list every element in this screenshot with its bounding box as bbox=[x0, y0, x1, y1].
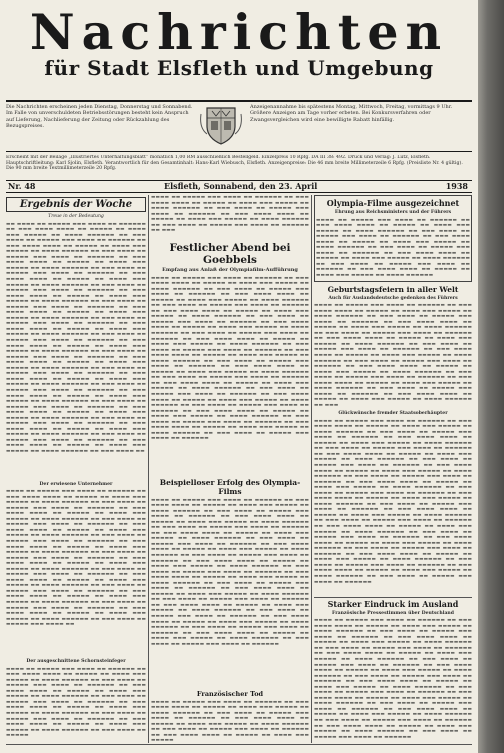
column-1-heading: Ergebnis der Woche bbox=[6, 197, 146, 212]
subscription-notice: Erscheint mit der Beilage „Illustriertes Unterhaltungsblatt“ monatlich 1,00 RM ausschließlich Bestellgeld. Einzelpreis 10 Rpfg. DA III 38: 492. Druck und Verlag: J. Lütz, Elsfleth. Hauptschriftleitung: Karl Sjolin, Elsfleth. Verantwortlich für den Gesamtinhalt: Hans-Karl Wiebusch, Elsfleth. Anzeigenpreise: Die 46 mm breite Millimeterzeile 6 Rpfg. (Preisliste Nr. 4 gültig). Die 90 mm breite Textmillimeterzeile 20 Rpfg. bbox=[6, 155, 463, 172]
column-2-body: ▬▬▬▬ ▬▬ ▬▬▬▬▬ ▬▬▬ ▬▬▬▬ ▬▬ ▬▬▬▬▬▬ ▬▬ ▬▬▬ ▬▬▬▬ ▬▬▬▬ ▬▬ ▬▬▬▬▬ ▬▬ ▬▬▬▬ ▬▬▬ ▬▬▬▬▬ ▬▬ ▬▬▬▬ ▬▬▬▬▬▬ ▬▬ ▬▬▬ ▬▬▬▬ ▬▬ ▬▬▬▬▬ ▬▬▬ ▬▬▬▬ ▬▬ ▬▬▬▬▬▬ ▬▬ ▬▬▬ ▬▬▬▬ ▬▬▬▬ ▬▬ ▬▬▬▬▬ ▬▬ ▬▬▬▬ ▬▬▬ ▬▬▬▬▬ ▬▬ ▬▬▬▬ ▬▬▬▬▬▬ ▬▬ ▬▬▬ ▬▬▬▬ ▬▬ ▬▬▬▬▬ ▬▬▬ ▬▬▬▬ ▬▬ ▬▬▬▬▬▬ ▬▬ ▬▬▬ ▬▬▬▬ ▬▬▬▬ ▬▬ ▬▬▬▬▬ ▬▬ ▬▬▬▬ ▬▬▬ ▬▬▬▬▬ ▬▬ ▬▬▬▬ ▬▬▬▬▬▬ ▬▬ ▬▬▬ ▬▬▬▬ ▬▬ ▬▬▬▬▬ ▬▬▬ ▬▬▬▬ ▬▬ ▬▬▬▬▬▬ ▬▬ ▬▬▬ ▬▬▬▬ ▬▬▬▬ ▬▬ ▬▬▬▬▬ ▬▬ ▬▬▬▬ ▬▬▬ ▬▬▬▬▬ ▬▬ ▬▬▬▬ ▬▬▬▬▬▬ ▬▬ ▬▬▬ ▬▬▬▬ ▬▬ ▬▬▬▬▬ ▬▬▬ ▬▬▬▬ ▬▬ ▬▬▬▬▬▬ ▬▬ ▬▬▬ ▬▬▬▬ ▬▬▬▬ ▬▬ ▬▬▬▬▬ ▬▬ ▬▬▬▬ ▬▬▬ ▬▬▬▬▬ ▬▬ ▬▬▬▬ ▬▬▬▬▬▬ ▬▬ ▬▬▬ ▬▬▬▬ ▬▬ ▬▬▬▬▬ ▬▬▬ ▬▬▬▬ ▬▬ ▬▬▬▬▬▬ ▬▬ ▬▬▬ ▬▬▬▬ ▬▬▬▬ ▬▬ ▬▬▬▬▬ ▬▬ ▬▬▬▬ ▬▬▬ ▬▬▬▬▬ ▬▬ ▬▬▬▬ ▬▬▬▬▬▬ ▬▬ ▬▬▬ ▬▬▬▬ ▬▬ ▬▬▬▬▬ ▬▬▬ ▬▬▬▬ ▬▬ ▬▬▬▬▬▬ ▬▬ ▬▬▬ ▬▬▬▬ ▬▬▬▬ ▬▬ ▬▬▬▬▬ ▬▬ ▬▬▬▬ ▬▬▬ ▬▬▬▬▬ ▬▬ ▬▬▬▬ ▬▬▬▬▬▬ ▬▬ ▬▬▬ ▬▬▬▬ ▬▬ ▬▬▬▬▬ ▬▬▬ ▬▬▬▬ ▬▬ ▬▬▬▬▬▬ ▬▬ ▬▬▬ ▬▬▬▬ ▬▬▬▬ ▬▬ ▬▬▬▬▬ ▬▬ ▬▬▬▬ ▬▬▬ ▬▬▬▬▬ ▬▬ ▬▬▬▬ ▬▬▬▬▬▬ ▬▬ ▬▬▬ ▬▬▬▬ ▬▬ ▬▬▬▬▬ ▬▬▬ ▬▬▬▬ ▬▬ ▬▬▬▬▬▬ ▬▬ ▬▬▬ ▬▬▬▬ ▬▬▬▬ ▬▬ ▬▬▬▬▬ ▬▬ ▬▬▬▬ ▬▬▬ ▬▬▬▬▬ ▬▬ ▬▬▬▬ ▬▬▬▬▬▬ ▬▬ ▬▬▬ ▬▬▬▬ ▬▬ ▬▬▬▬▬ ▬▬▬ ▬▬▬▬ ▬▬ ▬▬▬▬▬▬ ▬▬ ▬▬▬ ▬▬▬▬ ▬▬▬▬ ▬▬ ▬▬▬▬▬ ▬▬ ▬▬▬▬ ▬▬▬ ▬▬▬▬▬ ▬▬ ▬▬▬▬ ▬▬▬▬▬▬ ▬▬ ▬▬▬ ▬▬▬▬ ▬▬ ▬▬▬▬▬ ▬▬▬ ▬▬▬▬ ▬▬ ▬▬▬▬▬▬ ▬▬ ▬▬▬ ▬▬▬▬ ▬▬▬▬ ▬▬ ▬▬▬▬▬ ▬▬ ▬▬▬▬ ▬▬▬ ▬▬▬▬▬ ▬▬ ▬▬▬▬ ▬▬▬▬▬▬ ▬▬ ▬▬▬ ▬▬▬▬ ▬▬ ▬▬▬▬▬ ▬▬▬ ▬▬▬▬ ▬▬ ▬▬▬▬▬▬ bbox=[151, 275, 309, 442]
column-2-heading-2: Beispielloser Erfolg des Olympia-Films bbox=[159, 477, 301, 496]
masthead bbox=[6, 3, 472, 80]
info-right: Anzeigenannahme bis spätestens Montag, Mittwoch, Freitag, vormittags 9 Uhr. Größere Anzeigen am Tage vorher erbeten. Bei Konkursverfahren oder Zwangsvergleichen wird eine bewilligte Rabatt hinfällig. bbox=[250, 104, 453, 123]
column-3-heading-3: Glückwünsche fremder Staatsoberhäupter bbox=[338, 411, 448, 417]
column-3-body-2: ▬▬▬▬ ▬▬ ▬▬▬▬▬ ▬▬▬ ▬▬▬▬ ▬▬ ▬▬▬▬▬▬ ▬▬ ▬▬▬ ▬▬▬▬ ▬▬▬▬ ▬▬ ▬▬▬▬▬ ▬▬ ▬▬▬▬ ▬▬▬ ▬▬▬▬▬ ▬▬ ▬▬▬▬ ▬▬▬▬▬▬ ▬▬ ▬▬▬ ▬▬▬▬ ▬▬ ▬▬▬▬▬ ▬▬▬ ▬▬▬▬ ▬▬ ▬▬▬▬▬▬ ▬▬ ▬▬▬ ▬▬▬▬ ▬▬▬▬ ▬▬ ▬▬▬▬▬ ▬▬ ▬▬▬▬ ▬▬▬ ▬▬▬▬▬ ▬▬ ▬▬▬▬ ▬▬▬▬▬▬ ▬▬ ▬▬▬ ▬▬▬▬ ▬▬ ▬▬▬▬▬ ▬▬▬ ▬▬▬▬ ▬▬ ▬▬▬▬▬▬ ▬▬ ▬▬▬ ▬▬▬▬ ▬▬▬▬ ▬▬ ▬▬▬▬▬ ▬▬ ▬▬▬▬ ▬▬▬ ▬▬▬▬▬ ▬▬ ▬▬▬▬ ▬▬▬▬▬▬ ▬▬ ▬▬▬ ▬▬▬▬ ▬▬ ▬▬▬▬▬ ▬▬▬ ▬▬▬▬ ▬▬ ▬▬▬▬▬▬ ▬▬ ▬▬▬ ▬▬▬▬ ▬▬▬▬ ▬▬ ▬▬▬▬▬ ▬▬ ▬▬▬▬ ▬▬▬ ▬▬▬▬▬ ▬▬ ▬▬▬▬ ▬▬▬▬▬▬ ▬▬ ▬▬▬ ▬▬▬▬ ▬▬ ▬▬▬▬▬ ▬▬▬ ▬▬▬▬ ▬▬ ▬▬▬▬▬▬ ▬▬ ▬▬▬ ▬▬▬▬ ▬▬▬▬ ▬▬ ▬▬▬▬▬ ▬▬ ▬▬▬▬ ▬▬▬ ▬▬▬▬▬ ▬▬ ▬▬▬▬ ▬▬▬▬▬▬ ▬▬ ▬▬▬ ▬▬▬▬ ▬▬ ▬▬▬▬▬ ▬▬▬ ▬▬▬▬ ▬▬ ▬▬▬▬▬▬ ▬▬ ▬▬▬ ▬▬▬▬ ▬▬▬▬ ▬▬ ▬▬▬▬▬ ▬▬ ▬▬▬▬ ▬▬▬ ▬▬▬▬▬ ▬▬ ▬▬▬▬ ▬▬▬▬▬▬ ▬▬ ▬▬▬ ▬▬▬▬ ▬▬ ▬▬▬▬▬ ▬▬▬ ▬▬▬▬ ▬▬ ▬▬▬▬▬▬ ▬▬ ▬▬▬ ▬▬▬▬ ▬▬▬▬ ▬▬ ▬▬▬▬▬ ▬▬ ▬▬▬▬ ▬▬▬ ▬▬▬▬▬ ▬▬ ▬▬▬▬ ▬▬▬▬▬▬ ▬▬ ▬▬▬ bbox=[314, 303, 472, 408]
column-1-body-2: ▬▬▬▬ ▬▬ ▬▬▬▬▬ ▬▬▬ ▬▬▬▬ ▬▬ ▬▬▬▬▬▬ ▬▬ ▬▬▬ ▬▬▬▬ ▬▬▬▬ ▬▬ ▬▬▬▬▬ ▬▬ ▬▬▬▬ ▬▬▬ ▬▬▬▬▬ ▬▬ ▬▬▬▬ ▬▬▬▬▬▬ ▬▬ ▬▬▬ ▬▬▬▬ ▬▬ ▬▬▬▬▬ ▬▬▬ ▬▬▬▬ ▬▬ ▬▬▬▬▬▬ ▬▬ ▬▬▬ ▬▬▬▬ ▬▬▬▬ ▬▬ ▬▬▬▬▬ ▬▬ ▬▬▬▬ ▬▬▬ ▬▬▬▬▬ ▬▬ ▬▬▬▬ ▬▬▬▬▬▬ ▬▬ ▬▬▬ ▬▬▬▬ ▬▬ ▬▬▬▬▬ ▬▬▬ ▬▬▬▬ ▬▬ ▬▬▬▬▬▬ ▬▬ ▬▬▬ ▬▬▬▬ ▬▬▬▬ ▬▬ ▬▬▬▬▬ ▬▬ ▬▬▬▬ ▬▬▬ ▬▬▬▬▬ ▬▬ ▬▬▬▬ ▬▬▬▬▬▬ ▬▬ ▬▬▬ ▬▬▬▬ ▬▬ ▬▬▬▬▬ ▬▬▬ ▬▬▬▬ ▬▬ ▬▬▬▬▬▬ ▬▬ ▬▬▬ ▬▬▬▬ ▬▬▬▬ ▬▬ ▬▬▬▬▬ ▬▬ ▬▬▬▬ ▬▬▬ ▬▬▬▬▬ ▬▬ ▬▬▬▬ ▬▬▬▬▬▬ ▬▬ ▬▬▬ ▬▬▬▬ ▬▬ ▬▬▬▬▬ ▬▬▬ ▬▬▬▬ ▬▬ ▬▬▬▬▬▬ ▬▬ ▬▬▬ ▬▬▬▬ ▬▬▬▬ ▬▬ ▬▬▬▬▬ ▬▬ ▬▬▬▬ ▬▬▬ ▬▬▬▬▬ ▬▬ ▬▬▬▬ ▬▬▬▬▬▬ ▬▬ ▬▬▬ ▬▬▬▬ ▬▬ ▬▬▬▬▬ ▬▬▬ ▬▬▬▬ ▬▬ ▬▬▬▬▬▬ ▬▬ ▬▬▬ ▬▬▬▬ ▬▬▬▬ ▬▬ ▬▬▬▬▬ ▬▬ ▬▬▬▬ ▬▬▬ ▬▬▬▬▬ ▬▬ ▬▬▬▬ ▬▬▬▬▬▬ ▬▬ ▬▬▬ ▬▬▬▬ ▬▬ ▬▬▬▬▬ ▬▬▬ ▬▬▬▬ ▬▬ ▬▬▬▬▬▬ ▬▬ ▬▬▬ ▬▬▬▬ ▬▬▬▬ ▬▬ ▬▬▬▬▬ ▬▬ ▬▬▬▬ ▬▬▬ ▬▬▬▬▬ ▬▬ ▬▬▬▬ ▬▬▬▬▬▬ ▬▬ ▬▬▬ ▬▬▬▬ ▬▬ ▬▬▬▬▬ ▬▬▬ ▬▬▬▬ ▬▬ ▬▬▬▬▬▬ ▬▬ ▬▬▬ ▬▬▬▬ ▬▬▬▬ ▬▬ ▬▬▬▬▬ ▬▬ ▬▬▬▬ ▬▬▬ ▬▬▬▬▬ ▬▬ ▬▬▬▬ ▬▬▬▬▬▬ ▬▬ ▬▬▬ ▬▬▬▬ ▬▬ ▬▬▬▬▬ ▬▬▬ ▬▬▬▬ ▬▬ bbox=[6, 489, 146, 628]
column-3-box-heading: Olympia-Filme ausgezeichnet bbox=[326, 198, 460, 208]
column-3-box-subheading: Ehrung aus Reichsministers und der Führers bbox=[334, 210, 452, 215]
column-divider-2 bbox=[311, 195, 312, 743]
masthead-subtitle: für Stadt Elsfleth und Umgebung bbox=[44, 56, 434, 80]
column-2-body-top: ▬▬▬▬ ▬▬ ▬▬▬▬▬ ▬▬▬ ▬▬▬▬ ▬▬ ▬▬▬▬▬▬ ▬▬ ▬▬▬ ▬▬▬▬ ▬▬▬▬ ▬▬ ▬▬▬▬▬ ▬▬ ▬▬▬▬ ▬▬▬ ▬▬▬▬▬ ▬▬ ▬▬▬▬ ▬▬▬▬▬▬ ▬▬ ▬▬▬ ▬▬▬▬ ▬▬ ▬▬▬▬▬ ▬▬▬ ▬▬▬▬ ▬▬ ▬▬▬▬▬▬ ▬▬ ▬▬▬ ▬▬▬▬ ▬▬▬▬ ▬▬ ▬▬▬▬▬ ▬▬ ▬▬▬▬ ▬▬▬ ▬▬▬▬▬ ▬▬ ▬▬▬▬ ▬▬▬▬▬▬ ▬▬ ▬▬▬ ▬▬▬▬ ▬▬ ▬▬▬▬▬ ▬▬▬ ▬▬▬▬ ▬▬ ▬▬▬▬▬▬ ▬▬ ▬▬▬ bbox=[151, 195, 309, 234]
column-2-heading: Festlicher Abend bei Goebbels bbox=[169, 242, 291, 266]
column-3-body-4: ▬▬▬▬ ▬▬ ▬▬▬▬▬ ▬▬▬ ▬▬▬▬ ▬▬ ▬▬▬▬▬▬ ▬▬ ▬▬▬ ▬▬▬▬ ▬▬▬▬ ▬▬ ▬▬▬▬▬ ▬▬ ▬▬▬▬ ▬▬▬ ▬▬▬▬▬ ▬▬ ▬▬▬▬ ▬▬▬▬▬▬ ▬▬ ▬▬▬ ▬▬▬▬ ▬▬ ▬▬▬▬▬ ▬▬▬ ▬▬▬▬ ▬▬ ▬▬▬▬▬▬ ▬▬ ▬▬▬ ▬▬▬▬ ▬▬▬▬ ▬▬ ▬▬▬▬▬ ▬▬ ▬▬▬▬ ▬▬▬ ▬▬▬▬▬ ▬▬ ▬▬▬▬ ▬▬▬▬▬▬ ▬▬ ▬▬▬ ▬▬▬▬ ▬▬ ▬▬▬▬▬ ▬▬▬ ▬▬▬▬ ▬▬ ▬▬▬▬▬▬ ▬▬ ▬▬▬ ▬▬▬▬ ▬▬▬▬ ▬▬ ▬▬▬▬▬ ▬▬ ▬▬▬▬ ▬▬▬ ▬▬▬▬▬ ▬▬ ▬▬▬▬ ▬▬▬▬▬▬ ▬▬ ▬▬▬ ▬▬▬▬ ▬▬ ▬▬▬▬▬ ▬▬▬ ▬▬▬▬ ▬▬ ▬▬▬▬▬▬ ▬▬ ▬▬▬ ▬▬▬▬ ▬▬▬▬ ▬▬ ▬▬▬▬▬ ▬▬ ▬▬▬▬ ▬▬▬ ▬▬▬▬▬ ▬▬ ▬▬▬▬ ▬▬▬▬▬▬ ▬▬ ▬▬▬ ▬▬▬▬ ▬▬ ▬▬▬▬▬ ▬▬▬ ▬▬▬▬ ▬▬ ▬▬▬▬▬▬ ▬▬ ▬▬▬ ▬▬▬▬ ▬▬▬▬ ▬▬ ▬▬▬▬▬ ▬▬ ▬▬▬▬ ▬▬▬ ▬▬▬▬▬ ▬▬ ▬▬▬▬ ▬▬▬▬▬▬ ▬▬ ▬▬▬ ▬▬▬▬ ▬▬ ▬▬▬▬▬ ▬▬▬ ▬▬▬▬ ▬▬ ▬▬▬▬▬▬ ▬▬ ▬▬▬ ▬▬▬▬ ▬▬▬▬ ▬▬ ▬▬▬▬▬ ▬▬ ▬▬▬▬ ▬▬▬ ▬▬▬▬▬ ▬▬ ▬▬▬▬ ▬▬▬▬▬▬ ▬▬ ▬▬▬ ▬▬▬▬ ▬▬ ▬▬▬▬▬ ▬▬▬ ▬▬▬▬ ▬▬ ▬▬▬▬▬▬ ▬▬ ▬▬▬ ▬▬▬▬ ▬▬▬▬ ▬▬ ▬▬▬▬▬ ▬▬ ▬▬▬▬ ▬▬▬ ▬▬▬▬▬ ▬▬ ▬▬▬▬ ▬▬▬▬▬▬ ▬▬ ▬▬▬ ▬▬▬▬ ▬▬ ▬▬▬▬▬ ▬▬▬ ▬▬▬▬ ▬▬ ▬▬▬▬▬▬ ▬▬ ▬▬▬ ▬▬▬▬ ▬▬▬▬ ▬▬ ▬▬▬▬▬ ▬▬ ▬▬▬▬ ▬▬▬ ▬▬▬▬▬ ▬▬ ▬▬▬▬ ▬▬▬▬▬▬ ▬▬ ▬▬▬ ▬▬▬▬ ▬▬ ▬▬▬▬▬ ▬▬▬ ▬▬▬▬ ▬▬ ▬▬▬▬▬▬ bbox=[314, 618, 472, 739]
column-2-heading-3: Französischer Tod bbox=[196, 689, 264, 698]
masthead-rule bbox=[6, 100, 472, 102]
column-3-heading-4: Starker Eindruck im Ausland bbox=[314, 597, 472, 609]
issue-year: 1938 bbox=[445, 181, 468, 191]
column-3 bbox=[314, 195, 472, 743]
column-2 bbox=[151, 195, 309, 743]
masthead-title: Nachrichten bbox=[29, 3, 449, 61]
column-3-heading-2: Geburtstagsfeiern in aller Welt bbox=[327, 284, 459, 294]
column-2-body-2: ▬▬▬▬ ▬▬ ▬▬▬▬▬ ▬▬▬ ▬▬▬▬ ▬▬ ▬▬▬▬▬▬ ▬▬ ▬▬▬ ▬▬▬▬ ▬▬▬▬ ▬▬ ▬▬▬▬▬ ▬▬ ▬▬▬▬ ▬▬▬ ▬▬▬▬▬ ▬▬ ▬▬▬▬ ▬▬▬▬▬▬ ▬▬ ▬▬▬ ▬▬▬▬ ▬▬ ▬▬▬▬▬ ▬▬▬ ▬▬▬▬ ▬▬ ▬▬▬▬▬▬ ▬▬ ▬▬▬ ▬▬▬▬ ▬▬▬▬ ▬▬ ▬▬▬▬▬ ▬▬ ▬▬▬▬ ▬▬▬ ▬▬▬▬▬ ▬▬ ▬▬▬▬ ▬▬▬▬▬▬ ▬▬ ▬▬▬ ▬▬▬▬ ▬▬ ▬▬▬▬▬ ▬▬▬ ▬▬▬▬ ▬▬ ▬▬▬▬▬▬ ▬▬ ▬▬▬ ▬▬▬▬ ▬▬▬▬ ▬▬ ▬▬▬▬▬ ▬▬ ▬▬▬▬ ▬▬▬ ▬▬▬▬▬ ▬▬ ▬▬▬▬ ▬▬▬▬▬▬ ▬▬ ▬▬▬ ▬▬▬▬ ▬▬ ▬▬▬▬▬ ▬▬▬ ▬▬▬▬ ▬▬ ▬▬▬▬▬▬ ▬▬ ▬▬▬ ▬▬▬▬ ▬▬▬▬ ▬▬ ▬▬▬▬▬ ▬▬ ▬▬▬▬ ▬▬▬ ▬▬▬▬▬ ▬▬ ▬▬▬▬ ▬▬▬▬▬▬ ▬▬ ▬▬▬ ▬▬▬▬ ▬▬ ▬▬▬▬▬ ▬▬▬ ▬▬▬▬ ▬▬ ▬▬▬▬▬▬ ▬▬ ▬▬▬ ▬▬▬▬ ▬▬▬▬ ▬▬ ▬▬▬▬▬ ▬▬ ▬▬▬▬ ▬▬▬ ▬▬▬▬▬ ▬▬ ▬▬▬▬ ▬▬▬▬▬▬ ▬▬ ▬▬▬ ▬▬▬▬ ▬▬ ▬▬▬▬▬ ▬▬▬ ▬▬▬▬ ▬▬ ▬▬▬▬▬▬ ▬▬ ▬▬▬ ▬▬▬▬ ▬▬▬▬ ▬▬ ▬▬▬▬▬ ▬▬ ▬▬▬▬ ▬▬▬ ▬▬▬▬▬ ▬▬ ▬▬▬▬ ▬▬▬▬▬▬ ▬▬ ▬▬▬ ▬▬▬▬ ▬▬ ▬▬▬▬▬ ▬▬▬ ▬▬▬▬ ▬▬ ▬▬▬▬▬▬ ▬▬ ▬▬▬ ▬▬▬▬ ▬▬▬▬ ▬▬ ▬▬▬▬▬ ▬▬ ▬▬▬▬ ▬▬▬ ▬▬▬▬▬ ▬▬ ▬▬▬▬ ▬▬▬▬▬▬ ▬▬ ▬▬▬ ▬▬▬▬ ▬▬ ▬▬▬▬▬ ▬▬▬ ▬▬▬▬ ▬▬ ▬▬▬▬▬▬ ▬▬ ▬▬▬ ▬▬▬▬ ▬▬▬▬ ▬▬ ▬▬▬▬▬ ▬▬ ▬▬▬▬ ▬▬▬ ▬▬▬▬▬ ▬▬ ▬▬▬▬ ▬▬▬▬▬▬ ▬▬ ▬▬▬ ▬▬▬▬ ▬▬ ▬▬▬▬▬ ▬▬▬ ▬▬▬▬ ▬▬ ▬▬▬▬▬▬ ▬▬ ▬▬▬ ▬▬▬▬ ▬▬▬▬ ▬▬ ▬▬▬▬▬ ▬▬ ▬▬▬▬ ▬▬▬ ▬▬▬▬▬ ▬▬ ▬▬▬▬ ▬▬▬▬▬▬ ▬▬ ▬▬▬ ▬▬▬▬ ▬▬ ▬▬▬▬▬ ▬▬▬ ▬▬▬▬ ▬▬ ▬▬▬▬▬▬ ▬▬ ▬▬▬ ▬▬▬▬ ▬▬▬▬ ▬▬ ▬▬▬▬▬ ▬▬ ▬▬▬▬ ▬▬▬ ▬▬▬▬▬ ▬▬ ▬▬▬▬ ▬▬▬▬▬▬ ▬▬ ▬▬▬ ▬▬▬▬ ▬▬ ▬▬▬▬▬ ▬▬▬ ▬▬▬▬ ▬▬ ▬▬▬▬▬▬ bbox=[151, 497, 309, 647]
column-1-body: ▬▬ ▬▬▬▬ ▬▬ ▬▬▬▬▬ ▬▬▬ ▬▬▬▬ ▬▬ ▬▬▬▬▬▬ ▬▬ ▬▬▬ ▬▬▬▬ ▬▬▬▬ ▬▬ ▬▬▬▬▬ ▬▬ ▬▬▬▬ ▬▬▬ ▬▬▬▬▬ ▬▬ ▬▬▬▬ ▬▬▬▬▬▬ ▬▬ ▬▬▬ ▬▬▬▬ ▬▬ ▬▬▬▬▬ ▬▬▬ ▬▬▬▬ ▬▬ ▬▬▬▬▬▬ ▬▬ ▬▬▬ ▬▬▬▬ ▬▬▬▬ ▬▬ ▬▬▬▬▬ ▬▬ ▬▬▬▬ ▬▬▬ ▬▬▬▬▬ ▬▬ ▬▬▬▬ ▬▬▬▬▬▬ ▬▬ ▬▬▬ ▬▬▬▬ ▬▬ ▬▬▬▬▬ ▬▬▬ ▬▬▬▬ ▬▬ ▬▬▬▬▬▬ ▬▬ ▬▬▬ ▬▬▬▬ ▬▬▬▬ ▬▬ ▬▬▬▬▬ ▬▬ ▬▬▬▬ ▬▬▬ ▬▬▬▬▬ ▬▬ ▬▬▬▬ ▬▬▬▬▬▬ ▬▬ ▬▬▬ ▬▬▬▬ ▬▬ ▬▬▬▬▬ ▬▬▬ ▬▬▬▬ ▬▬ ▬▬▬▬▬▬ ▬▬ ▬▬▬ ▬▬▬▬ ▬▬▬▬ ▬▬ ▬▬▬▬▬ ▬▬ ▬▬▬▬ ▬▬▬ ▬▬▬▬▬ ▬▬ ▬▬▬▬ ▬▬▬▬▬▬ ▬▬ ▬▬▬ ▬▬▬▬ ▬▬ ▬▬▬▬▬ ▬▬▬ ▬▬▬▬ ▬▬ ▬▬▬▬▬▬ ▬▬ ▬▬▬ ▬▬▬▬ ▬▬▬▬ ▬▬ ▬▬▬▬▬ ▬▬ ▬▬▬▬ ▬▬▬ ▬▬▬▬▬ ▬▬ ▬▬▬▬ ▬▬▬▬▬▬ ▬▬ ▬▬▬ ▬▬▬▬ ▬▬ ▬▬▬▬▬ ▬▬▬ ▬▬▬▬ ▬▬ ▬▬▬▬▬▬ ▬▬ ▬▬▬ ▬▬▬▬ ▬▬▬▬ ▬▬ ▬▬▬▬▬ ▬▬ ▬▬▬▬ ▬▬▬ ▬▬▬▬▬ ▬▬ ▬▬▬▬ ▬▬▬▬▬▬ ▬▬ ▬▬▬ ▬▬▬▬ ▬▬ ▬▬▬▬▬ ▬▬▬ ▬▬▬▬ ▬▬ ▬▬▬▬▬▬ ▬▬ ▬▬▬ ▬▬▬▬ ▬▬▬▬ ▬▬ ▬▬▬▬▬ ▬▬ ▬▬▬▬ ▬▬▬ ▬▬▬▬▬ ▬▬ ▬▬▬▬ ▬▬▬▬▬▬ ▬▬ ▬▬▬ ▬▬▬▬ ▬▬ ▬▬▬▬▬ ▬▬▬ ▬▬▬▬ ▬▬ ▬▬▬▬▬▬ ▬▬ ▬▬▬ ▬▬▬▬ ▬▬▬▬ ▬▬ ▬▬▬▬▬ ▬▬ ▬▬▬▬ ▬▬▬ ▬▬▬▬▬ ▬▬ ▬▬▬▬ ▬▬▬▬▬▬ ▬▬ ▬▬▬ ▬▬▬▬ ▬▬ ▬▬▬▬▬ ▬▬▬ ▬▬▬▬ ▬▬ ▬▬▬▬▬▬ ▬▬ ▬▬▬ ▬▬▬▬ ▬▬▬▬ ▬▬ ▬▬▬▬▬ ▬▬ ▬▬▬▬ ▬▬▬ ▬▬▬▬▬ ▬▬ ▬▬▬▬ ▬▬▬▬▬▬ ▬▬ ▬▬▬ ▬▬▬▬ ▬▬ ▬▬▬▬▬ ▬▬▬ ▬▬▬▬ ▬▬ ▬▬▬▬▬▬ ▬▬ ▬▬▬ ▬▬▬▬ ▬▬▬▬ ▬▬ ▬▬▬▬▬ ▬▬ ▬▬▬▬ ▬▬▬ ▬▬▬▬▬ ▬▬ ▬▬▬▬ ▬▬▬▬▬▬ ▬▬ ▬▬▬ ▬▬▬▬ ▬▬ ▬▬▬▬▬ ▬▬▬ ▬▬▬▬ ▬▬ ▬▬▬▬▬▬ ▬▬ ▬▬▬ ▬▬▬▬ ▬▬▬▬ ▬▬ ▬▬▬▬▬ ▬▬ ▬▬▬▬ ▬▬▬ ▬▬▬▬▬ ▬▬ ▬▬▬▬ ▬▬▬▬▬▬ ▬▬ ▬▬▬ ▬▬▬▬ ▬▬ ▬▬▬▬▬ ▬▬▬ ▬▬▬▬ ▬▬ ▬▬▬▬▬▬ ▬▬ ▬▬▬ ▬▬▬▬ ▬▬▬▬ ▬▬ ▬▬▬▬▬ ▬▬ ▬▬▬▬ ▬▬▬ ▬▬▬▬▬ ▬▬ ▬▬▬▬ ▬▬▬▬▬▬ ▬▬ ▬▬▬ ▬▬▬▬ ▬▬ ▬▬▬▬▬ ▬▬▬ ▬▬▬▬ ▬▬ ▬▬▬▬▬▬ ▬▬ ▬▬▬ ▬▬▬▬ ▬▬▬▬ ▬▬ ▬▬▬▬▬ ▬▬ ▬▬▬▬ ▬▬▬ ▬▬▬▬▬ ▬▬ ▬▬▬▬ ▬▬▬▬▬▬ ▬▬ ▬▬▬ ▬▬▬▬ ▬▬ ▬▬▬▬▬ ▬▬▬ ▬▬▬▬ ▬▬ ▬▬▬▬▬▬ ▬▬ ▬▬▬ ▬▬▬▬ ▬▬▬▬ ▬▬ ▬▬▬▬▬ ▬▬ ▬▬▬▬ ▬▬▬ ▬▬▬▬▬ ▬▬ ▬▬▬▬ ▬▬▬▬▬▬ ▬▬ ▬▬▬ ▬▬▬▬ ▬▬ bbox=[6, 221, 146, 454]
dateline bbox=[6, 180, 472, 191]
place-date: Elsfleth, Sonnabend, den 23. April bbox=[164, 181, 318, 191]
column-1 bbox=[6, 195, 146, 743]
column-1-subheading-2: Der erwiesene Unternehmer bbox=[39, 481, 113, 487]
olympia-box bbox=[314, 195, 472, 282]
column-3-box-body: ▬▬▬▬ ▬▬ ▬▬▬▬▬ ▬▬▬ ▬▬▬▬ ▬▬ ▬▬▬▬▬▬ ▬▬ ▬▬▬ ▬▬▬▬ ▬▬▬▬ ▬▬ ▬▬▬▬▬ ▬▬ ▬▬▬▬ ▬▬▬ ▬▬▬▬▬ ▬▬ ▬▬▬▬ ▬▬▬▬▬▬ ▬▬ ▬▬▬ ▬▬▬▬ ▬▬ ▬▬▬▬▬ ▬▬▬ ▬▬▬▬ ▬▬ ▬▬▬▬▬▬ ▬▬ ▬▬▬ ▬▬▬▬ ▬▬▬▬ ▬▬ ▬▬▬▬▬ ▬▬ ▬▬▬▬ ▬▬▬ ▬▬▬▬▬ ▬▬ ▬▬▬▬ ▬▬▬▬▬▬ ▬▬ ▬▬▬ ▬▬▬▬ ▬▬ ▬▬▬▬▬ ▬▬▬ ▬▬▬▬ ▬▬ ▬▬▬▬▬▬ ▬▬ ▬▬▬ ▬▬▬▬ ▬▬▬▬ ▬▬ ▬▬▬▬▬ ▬▬ ▬▬▬▬ ▬▬▬ ▬▬▬▬▬ ▬▬ ▬▬▬▬ ▬▬▬▬▬▬ ▬▬ ▬▬▬ ▬▬▬▬ ▬▬ ▬▬▬▬▬ ▬▬▬ ▬▬▬▬ ▬▬ ▬▬▬▬▬▬ ▬▬ ▬▬▬ ▬▬▬▬ ▬▬▬▬ ▬▬ ▬▬▬▬▬ ▬▬ ▬▬▬▬ ▬▬▬ ▬▬▬▬▬ ▬▬ ▬▬▬▬ ▬▬▬▬▬▬ bbox=[316, 217, 470, 279]
column-1-body-3: ▬▬▬▬ ▬▬ ▬▬▬▬▬ ▬▬▬ ▬▬▬▬ ▬▬ ▬▬▬▬▬▬ ▬▬ ▬▬▬ ▬▬▬▬ ▬▬▬▬ ▬▬ ▬▬▬▬▬ ▬▬ ▬▬▬▬ ▬▬▬ ▬▬▬▬▬ ▬▬ ▬▬▬▬ ▬▬▬▬▬▬ ▬▬ ▬▬▬ ▬▬▬▬ ▬▬ ▬▬▬▬▬ ▬▬▬ ▬▬▬▬ ▬▬ ▬▬▬▬▬▬ ▬▬ ▬▬▬ ▬▬▬▬ ▬▬▬▬ ▬▬ ▬▬▬▬▬ ▬▬ ▬▬▬▬ ▬▬▬ ▬▬▬▬▬ ▬▬ ▬▬▬▬ ▬▬▬▬▬▬ ▬▬ ▬▬▬ ▬▬▬▬ ▬▬ ▬▬▬▬▬ ▬▬▬ ▬▬▬▬ ▬▬ ▬▬▬▬▬▬ ▬▬ ▬▬▬ ▬▬▬▬ ▬▬▬▬ ▬▬ ▬▬▬▬▬ ▬▬ ▬▬▬▬ ▬▬▬ ▬▬▬▬▬ ▬▬ ▬▬▬▬ ▬▬▬▬▬▬ ▬▬ ▬▬▬ ▬▬▬▬ ▬▬ ▬▬▬▬▬ ▬▬▬ ▬▬▬▬ ▬▬ ▬▬▬▬▬▬ ▬▬ ▬▬▬ ▬▬▬▬ ▬▬▬▬ ▬▬ ▬▬▬▬▬ ▬▬ ▬▬▬▬ ▬▬▬ ▬▬▬▬▬ ▬▬ ▬▬▬▬ ▬▬▬▬▬▬ ▬▬ ▬▬▬ ▬▬▬▬ ▬▬ ▬▬▬▬▬ bbox=[6, 666, 146, 739]
page-edge-shadow bbox=[478, 0, 504, 753]
bottom-rule bbox=[6, 744, 472, 745]
column-3-subheading-4: Französische Pressestimmen über Deutschland bbox=[332, 610, 454, 616]
column-2-body-3: ▬▬▬▬ ▬▬ ▬▬▬▬▬ ▬▬▬ ▬▬▬▬ ▬▬ ▬▬▬▬▬▬ ▬▬ ▬▬▬ ▬▬▬▬ ▬▬▬▬ ▬▬ ▬▬▬▬▬ ▬▬ ▬▬▬▬ ▬▬▬ ▬▬▬▬▬ ▬▬ ▬▬▬▬ ▬▬▬▬▬▬ ▬▬ ▬▬▬ ▬▬▬▬ ▬▬ ▬▬▬▬▬ ▬▬▬ ▬▬▬▬ ▬▬ ▬▬▬▬▬▬ ▬▬ ▬▬▬ ▬▬▬▬ ▬▬▬▬ ▬▬ ▬▬▬▬▬ ▬▬ ▬▬▬▬ ▬▬▬ ▬▬▬▬▬ ▬▬ ▬▬▬▬ ▬▬▬▬▬▬ ▬▬ ▬▬▬ ▬▬▬▬ ▬▬ ▬▬▬▬▬ ▬▬▬ ▬▬▬▬ ▬▬ ▬▬▬▬▬▬ ▬▬ ▬▬▬ ▬▬▬▬ ▬▬▬▬ ▬▬ ▬▬▬▬▬ ▬▬ ▬▬▬▬ ▬▬▬ ▬▬▬▬▬ bbox=[151, 699, 309, 743]
coat-of-arms-icon bbox=[199, 104, 243, 146]
column-1-subheading-3: Der ausgeschnittene Schornsteinfeger bbox=[26, 659, 126, 665]
column-3-subheading-2: Auch für Auslandsdeutsche gedenken des Führers bbox=[328, 295, 458, 301]
info-left: Die Nachrichten erscheinen jeden Dienstag, Donnerstag und Sonnabend. Im Falle von unverschuldeten Betriebsstörungen besteht kein Anspruch auf Lieferung, Nachlieferung der Zeitung oder Rückzahlung des Bezugspreises. bbox=[6, 104, 193, 129]
issue-number: Nr. 48 bbox=[8, 181, 36, 191]
column-divider-1 bbox=[148, 195, 149, 743]
column-1-subheading: Treue in der Bedeutung bbox=[48, 214, 104, 219]
info-rule bbox=[6, 151, 472, 152]
column-2-subheading: Empfang aus Anlaß der Olympiafilm-Aufführung bbox=[162, 267, 298, 273]
dateline-rule-bottom bbox=[6, 192, 472, 193]
column-3-body-3: ▬▬▬▬ ▬▬ ▬▬▬▬▬ ▬▬▬ ▬▬▬▬ ▬▬ ▬▬▬▬▬▬ ▬▬ ▬▬▬ ▬▬▬▬ ▬▬▬▬ ▬▬ ▬▬▬▬▬ ▬▬ ▬▬▬▬ ▬▬▬ ▬▬▬▬▬ ▬▬ ▬▬▬▬ ▬▬▬▬▬▬ ▬▬ ▬▬▬ ▬▬▬▬ ▬▬ ▬▬▬▬▬ ▬▬▬ ▬▬▬▬ ▬▬ ▬▬▬▬▬▬ ▬▬ ▬▬▬ ▬▬▬▬ ▬▬▬▬ ▬▬ ▬▬▬▬▬ ▬▬ ▬▬▬▬ ▬▬▬ ▬▬▬▬▬ ▬▬ ▬▬▬▬ ▬▬▬▬▬▬ ▬▬ ▬▬▬ ▬▬▬▬ ▬▬ ▬▬▬▬▬ ▬▬▬ ▬▬▬▬ ▬▬ ▬▬▬▬▬▬ ▬▬ ▬▬▬ ▬▬▬▬ ▬▬▬▬ ▬▬ ▬▬▬▬▬ ▬▬ ▬▬▬▬ ▬▬▬ ▬▬▬▬▬ ▬▬ ▬▬▬▬ ▬▬▬▬▬▬ ▬▬ ▬▬▬ ▬▬▬▬ ▬▬ ▬▬▬▬▬ ▬▬▬ ▬▬▬▬ ▬▬ ▬▬▬▬▬▬ ▬▬ ▬▬▬ ▬▬▬▬ ▬▬▬▬ ▬▬ ▬▬▬▬▬ ▬▬ ▬▬▬▬ ▬▬▬ ▬▬▬▬▬ ▬▬ ▬▬▬▬ ▬▬▬▬▬▬ ▬▬ ▬▬▬ ▬▬▬▬ ▬▬ ▬▬▬▬▬ ▬▬▬ ▬▬▬▬ ▬▬ ▬▬▬▬▬▬ ▬▬ ▬▬▬ ▬▬▬▬ ▬▬▬▬ ▬▬ ▬▬▬▬▬ ▬▬ ▬▬▬▬ ▬▬▬ ▬▬▬▬▬ ▬▬ ▬▬▬▬ ▬▬▬▬▬▬ ▬▬ ▬▬▬ ▬▬▬▬ ▬▬ ▬▬▬▬▬ ▬▬▬ ▬▬▬▬ ▬▬ ▬▬▬▬▬▬ ▬▬ ▬▬▬ ▬▬▬▬ ▬▬▬▬ ▬▬ ▬▬▬▬▬ ▬▬ ▬▬▬▬ ▬▬▬ ▬▬▬▬▬ ▬▬ ▬▬▬▬ ▬▬▬▬▬▬ ▬▬ ▬▬▬ ▬▬▬▬ ▬▬ ▬▬▬▬▬ ▬▬▬ ▬▬▬▬ ▬▬ ▬▬▬▬▬▬ ▬▬ ▬▬▬ ▬▬▬▬ ▬▬▬▬ ▬▬ ▬▬▬▬▬ ▬▬ ▬▬▬▬ ▬▬▬ ▬▬▬▬▬ ▬▬ ▬▬▬▬ ▬▬▬▬▬▬ ▬▬ ▬▬▬ ▬▬▬▬ ▬▬ ▬▬▬▬▬ ▬▬▬ ▬▬▬▬ ▬▬ ▬▬▬▬▬▬ ▬▬ ▬▬▬ ▬▬▬▬ ▬▬▬▬ ▬▬ ▬▬▬▬▬ ▬▬ ▬▬▬▬ ▬▬▬ ▬▬▬▬▬ ▬▬ ▬▬▬▬ ▬▬▬▬▬▬ ▬▬ ▬▬▬ ▬▬▬▬ ▬▬ ▬▬▬▬▬ ▬▬▬ ▬▬▬▬ ▬▬ ▬▬▬▬▬▬ ▬▬ ▬▬▬ ▬▬▬▬ ▬▬▬▬ ▬▬ ▬▬▬▬▬ ▬▬ ▬▬▬▬ ▬▬▬ ▬▬▬▬▬ ▬▬ ▬▬▬▬ ▬▬▬▬▬▬ ▬▬ ▬▬▬ ▬▬▬▬ ▬▬ ▬▬▬▬▬ ▬▬▬ ▬▬▬▬ ▬▬ ▬▬▬▬▬▬ ▬▬ ▬▬▬ ▬▬▬▬ ▬▬▬▬ ▬▬ ▬▬▬▬▬ ▬▬ ▬▬▬▬ ▬▬▬ ▬▬▬▬▬ ▬▬ ▬▬▬▬ ▬▬▬▬▬▬ ▬▬ ▬▬▬ ▬▬▬▬ ▬▬ ▬▬▬▬▬ ▬▬▬ ▬▬▬▬ ▬▬ ▬▬▬▬▬▬ ▬▬ ▬▬▬ ▬▬▬▬ ▬▬▬▬ ▬▬ ▬▬▬▬▬ ▬▬ ▬▬▬▬ ▬▬▬ ▬▬▬▬▬ ▬▬ ▬▬▬▬ ▬▬▬▬▬▬ ▬▬ ▬▬▬ ▬▬▬▬ ▬▬ ▬▬▬▬▬ ▬▬▬ ▬▬▬▬ ▬▬ ▬▬▬▬▬▬ bbox=[314, 418, 472, 585]
